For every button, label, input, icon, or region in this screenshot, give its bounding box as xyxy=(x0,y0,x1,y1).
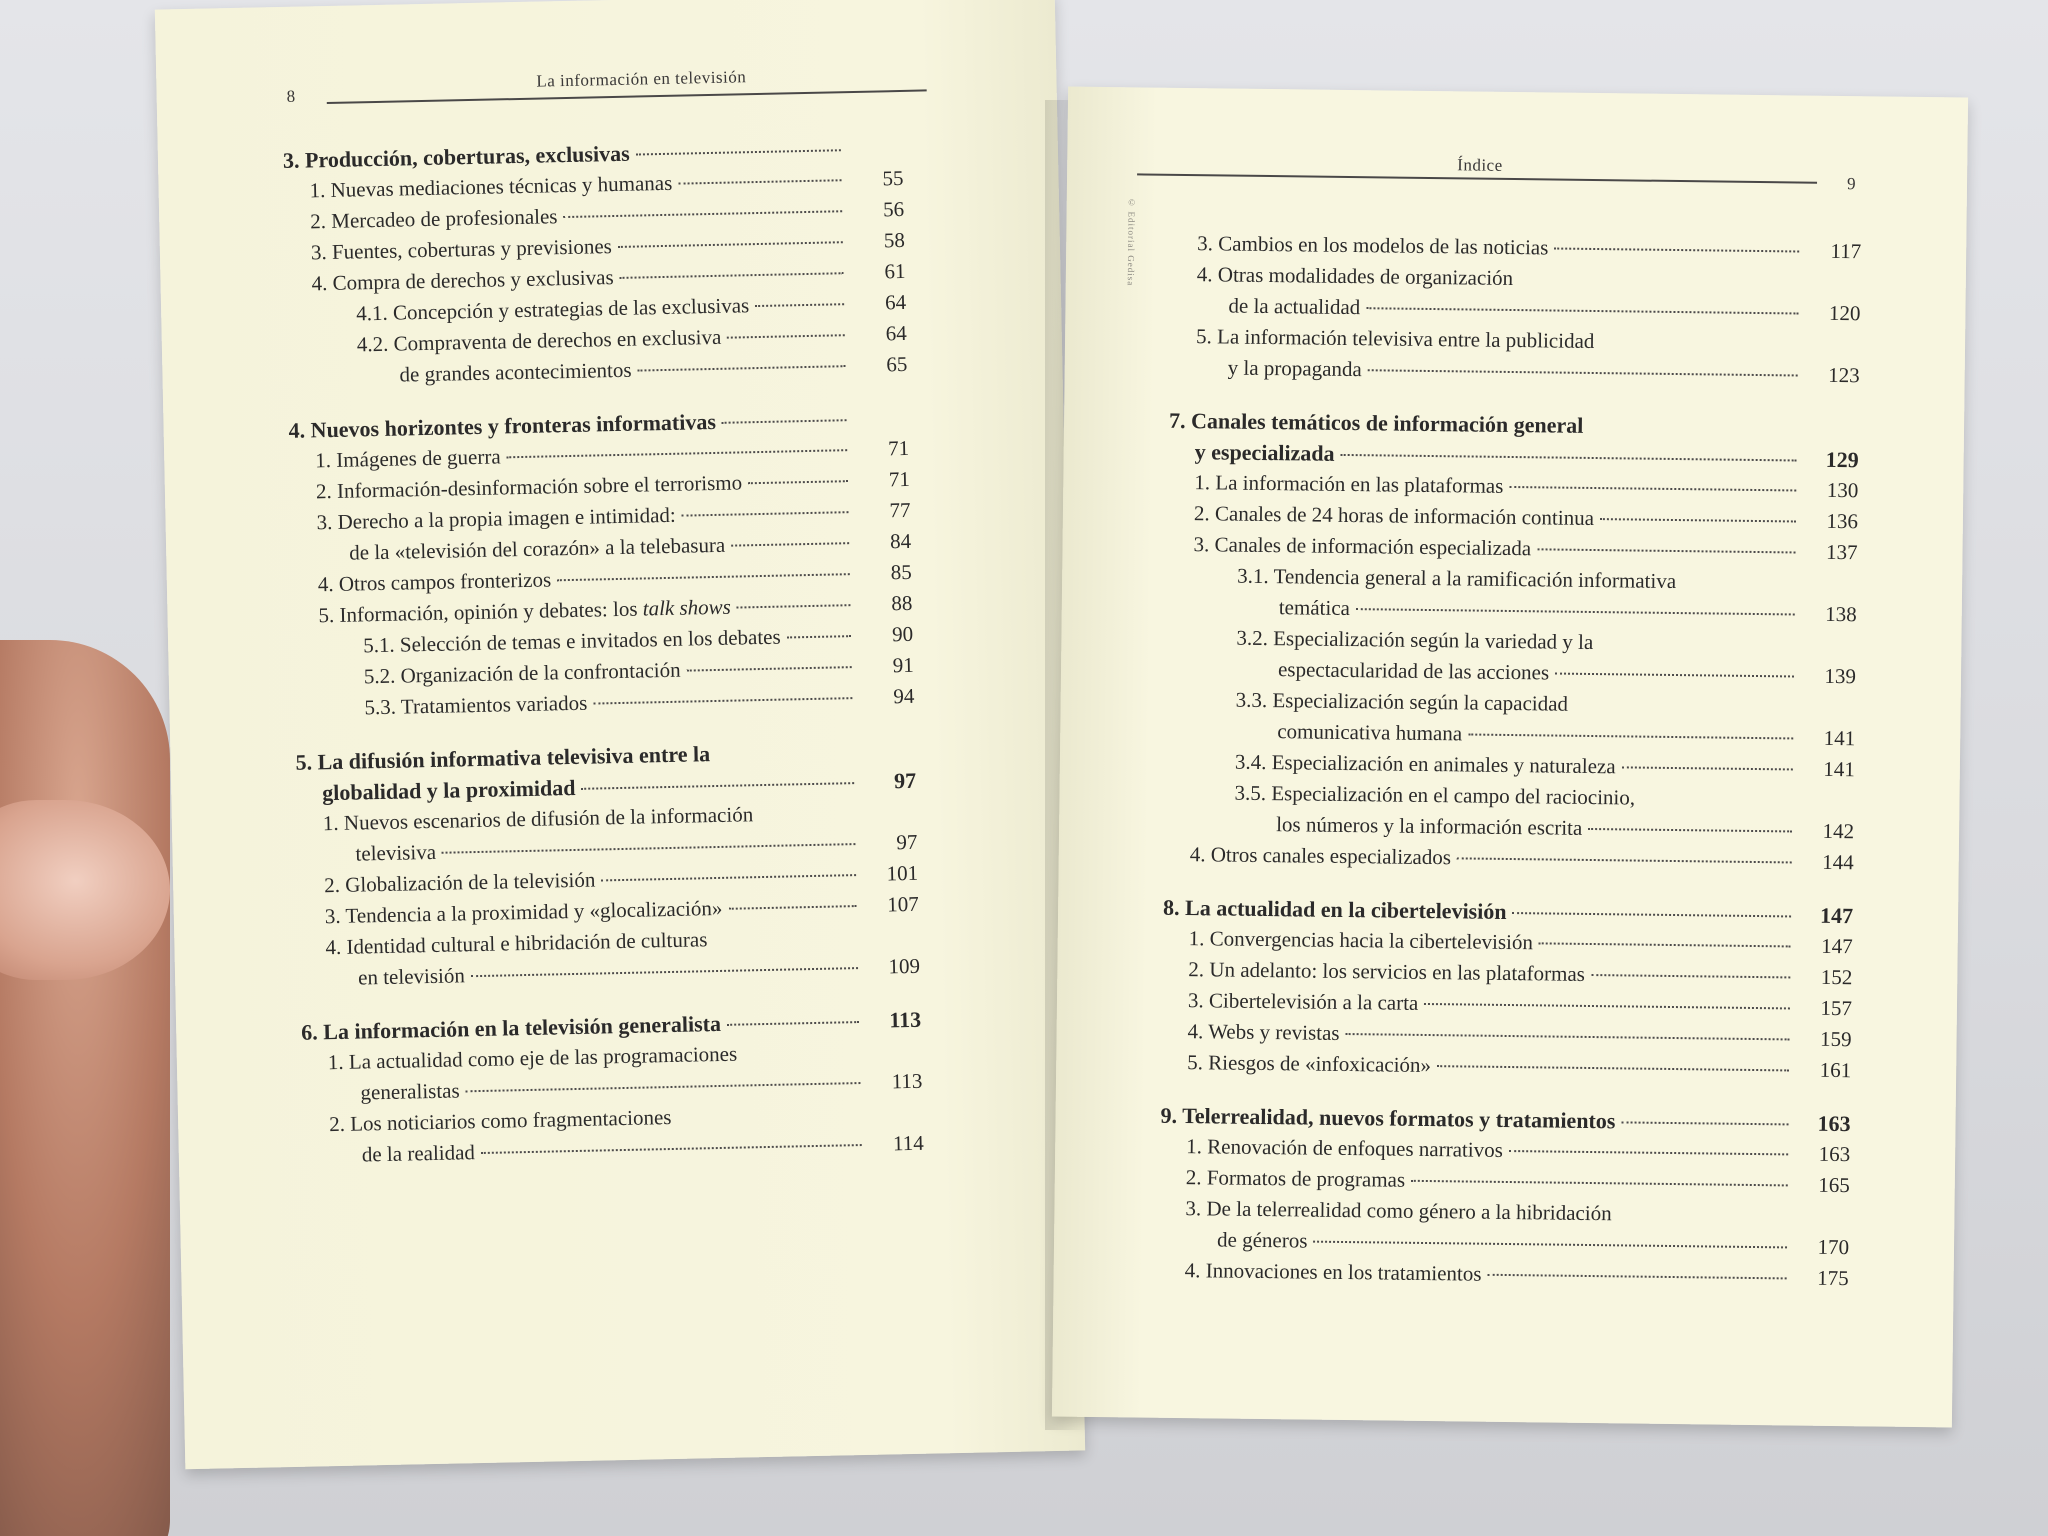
dot-leader xyxy=(507,449,848,458)
italic-term: talk shows xyxy=(642,594,732,621)
toc-page-number: 114 xyxy=(892,1130,924,1156)
toc-title-text: Telerrealidad, nuevos formatos y tratamientos xyxy=(1182,1103,1616,1134)
dot-leader xyxy=(638,365,846,371)
toc-title xyxy=(1188,985,1419,1019)
toc-number: 3. xyxy=(1187,988,1204,1013)
toc-title xyxy=(1228,291,1360,324)
holding-hand xyxy=(0,640,170,1536)
toc-title xyxy=(362,1137,476,1170)
left-toc xyxy=(283,132,924,1172)
dot-leader xyxy=(563,210,842,218)
toc-title xyxy=(1276,809,1583,844)
toc-number: 2. xyxy=(310,209,327,234)
toc-title-text: Tendencia a la proximidad y «glocalización» xyxy=(345,895,723,928)
toc-page-number: 71 xyxy=(887,435,910,461)
toc-number: 3.2. xyxy=(1236,625,1269,651)
toc-title-text: La información en las plataformas xyxy=(1215,470,1504,498)
right-toc xyxy=(1159,228,1862,1294)
toc-title xyxy=(1278,654,1549,688)
toc-title-text: Imágenes de guerra xyxy=(336,444,501,472)
dot-leader xyxy=(743,1053,860,1055)
dot-leader xyxy=(678,179,841,184)
toc-number: 4. xyxy=(311,271,328,296)
toc-number: 1. xyxy=(1194,470,1211,495)
toc-page-number: 120 xyxy=(1828,300,1861,326)
dot-leader xyxy=(442,843,855,854)
dot-leader xyxy=(1345,1033,1789,1040)
dot-leader xyxy=(1622,766,1793,770)
toc-title xyxy=(355,837,436,870)
toc-page-number: 56 xyxy=(882,196,905,222)
toc-title xyxy=(1187,1047,1431,1081)
dot-leader xyxy=(1588,828,1792,832)
toc-page-number: 64 xyxy=(884,289,907,315)
dot-leader xyxy=(601,874,856,881)
toc-title xyxy=(1228,353,1362,386)
toc-number: 1. xyxy=(1188,926,1205,951)
dot-leader xyxy=(687,666,852,671)
toc-number: 4. xyxy=(288,417,306,443)
toc-number: 3. xyxy=(316,509,333,535)
toc-number: 4. xyxy=(1189,842,1206,867)
toc-title xyxy=(360,1075,460,1108)
toc-title-text: Cambios en los modelos de las noticias xyxy=(1218,231,1549,260)
toc-page-number xyxy=(1805,289,1861,290)
dot-leader xyxy=(737,604,851,608)
dot-leader xyxy=(1513,912,1792,917)
dot-leader xyxy=(1621,1121,1788,1125)
toc-number: 5.2. xyxy=(363,663,396,689)
toc-number: 3. xyxy=(1197,231,1214,256)
dot-leader xyxy=(728,905,856,910)
toc-title xyxy=(1193,529,1531,564)
toc-title-text: Otros canales especializados xyxy=(1210,842,1452,870)
toc-title-text: Canales temáticos de información general xyxy=(1190,408,1584,438)
dot-leader xyxy=(1468,733,1793,739)
toc-title xyxy=(1187,1016,1339,1049)
toc-page-number: 165 xyxy=(1818,1172,1850,1198)
toc-number: 2. xyxy=(1193,501,1210,526)
dot-leader xyxy=(1356,608,1795,615)
dot-leader xyxy=(1600,518,1796,522)
toc-page-number xyxy=(847,155,903,156)
dot-leader xyxy=(731,542,849,546)
toc-number: 3. xyxy=(324,903,341,929)
toc-title-text: Información-desinformación sobre el terrorismo xyxy=(336,470,743,503)
toc-page-number: 91 xyxy=(892,652,914,678)
toc-page-number: 163 xyxy=(1818,1141,1851,1167)
toc-page-number: 147 xyxy=(1821,933,1853,959)
toc-number: 8. xyxy=(1162,894,1180,920)
toc-page-number xyxy=(1793,1222,1849,1223)
toc-title xyxy=(1197,259,1514,294)
toc-title-text: los números y la información escrita xyxy=(1276,812,1583,840)
dot-leader xyxy=(1437,1065,1789,1071)
toc-page-number xyxy=(1800,714,1856,715)
toc-title-text: Especialización en animales y naturaleza xyxy=(1271,750,1616,779)
toc-title-text: La actualidad como eje de las programaciones xyxy=(348,1041,738,1074)
toc-page-number: 85 xyxy=(890,559,913,585)
toc-title-text: y especializada xyxy=(1194,439,1335,466)
toc-page-number xyxy=(866,1057,922,1058)
toc-page-number: 129 xyxy=(1825,446,1859,473)
toc-number: 3. xyxy=(1193,532,1210,557)
left-page-number: 8 xyxy=(286,86,296,106)
toc-number: 2. xyxy=(1188,957,1205,982)
toc-title-text: Mercadeo de profesionales xyxy=(331,204,558,233)
toc-title-text: Otras modalidades de organización xyxy=(1217,262,1514,291)
toc-title-text: de grandes acontecimientos xyxy=(399,357,632,387)
toc-page-number: 109 xyxy=(888,953,921,979)
dot-leader xyxy=(1618,1215,1788,1217)
toc-number: 3. xyxy=(282,147,300,173)
toc-page-number: 141 xyxy=(1823,725,1856,751)
toc-title xyxy=(1235,747,1616,783)
toc-title xyxy=(1185,1255,1482,1290)
dot-leader xyxy=(1509,1150,1788,1155)
dot-leader xyxy=(466,1082,861,1092)
toc-title-text: Nuevas mediaciones técnicas y humanas xyxy=(330,170,673,202)
toc-title-text: Organización de la confrontación xyxy=(400,657,681,688)
toc-title-text: Webs y revistas xyxy=(1208,1019,1340,1045)
toc-page-number: 130 xyxy=(1826,477,1859,503)
toc-number: 7. xyxy=(1168,407,1186,434)
toc-page-number: 94 xyxy=(893,683,915,709)
dot-leader xyxy=(481,1144,862,1154)
toc-number: 1. xyxy=(315,447,332,473)
dot-leader xyxy=(1599,644,1794,646)
dot-leader xyxy=(636,149,841,155)
toc-title-text: Información, opinión y debates: los talk shows xyxy=(339,594,732,627)
toc-page-number: 138 xyxy=(1825,601,1857,627)
toc-title xyxy=(1236,623,1593,658)
toc-title-text: de la actualidad xyxy=(1228,293,1361,320)
toc-number: 3. xyxy=(310,240,327,265)
toc-number: 4. xyxy=(1187,1019,1204,1044)
toc-page-number: 90 xyxy=(891,621,914,647)
toc-page-number: 139 xyxy=(1824,663,1857,689)
toc-page-number: 113 xyxy=(891,1068,923,1094)
toc-number: 4. xyxy=(1184,1258,1201,1283)
toc-title xyxy=(1195,436,1335,469)
toc-title-text: Compra de derechos y exclusivas xyxy=(332,265,614,295)
toc-title-text: Producción, coberturas, exclusivas xyxy=(304,140,630,173)
toc-title-text: Tratamientos variados xyxy=(400,690,588,719)
toc-page-number xyxy=(1801,590,1857,591)
toc-number: 2. xyxy=(1185,1165,1202,1190)
toc-title xyxy=(1196,321,1595,357)
toc-number: 4. xyxy=(325,934,342,960)
toc-title xyxy=(1279,592,1350,624)
toc-title xyxy=(1277,716,1462,749)
dot-leader xyxy=(1368,369,1798,376)
toc-title-text: La información televisiva entre la publicidad xyxy=(1216,324,1595,353)
toc-title-text: Especialización en el campo del raciocinio, xyxy=(1271,781,1636,810)
toc-title-text: Los noticiarios como fragmentaciones xyxy=(349,1105,672,1136)
toc-title xyxy=(1163,892,1507,927)
dot-leader xyxy=(1574,706,1794,709)
toc-number: 2. xyxy=(315,478,332,504)
toc-page-number: 161 xyxy=(1819,1057,1852,1083)
toc-number: 2. xyxy=(323,872,341,898)
dot-leader xyxy=(1488,1274,1787,1280)
toc-title xyxy=(358,960,465,993)
toc-page-number: 142 xyxy=(1822,818,1855,844)
toc-number: 5.1. xyxy=(362,632,395,658)
left-running-head: La información en televisión xyxy=(536,67,747,91)
toc-title xyxy=(1235,685,1568,720)
toc-page-number: 170 xyxy=(1817,1234,1850,1260)
toc-page-number: 58 xyxy=(883,227,906,253)
dot-leader xyxy=(748,480,848,484)
toc-title-text: televisiva xyxy=(355,839,437,866)
toc-page-number: 61 xyxy=(884,258,906,284)
right-page xyxy=(1052,87,1968,1428)
toc-title-text: Canales de información especializada xyxy=(1214,532,1532,561)
toc-page-number: 117 xyxy=(1830,238,1862,264)
toc-title-text: Canales de 24 horas de información continua xyxy=(1214,501,1595,531)
toc-title xyxy=(1194,467,1503,502)
toc-number: 3.4. xyxy=(1234,749,1267,775)
toc-title-text: La información en la televisión generalista xyxy=(322,1010,722,1045)
toc-page-number: 141 xyxy=(1823,756,1856,782)
toc-title-text: Derecho a la propia imagen e intimidad: xyxy=(337,502,676,534)
dot-leader xyxy=(1555,673,1794,678)
toc-page-number: 137 xyxy=(1825,539,1858,565)
dot-leader xyxy=(471,967,858,977)
toc-page-number: 163 xyxy=(1817,1110,1851,1137)
toc-page-number: 101 xyxy=(886,860,919,886)
toc-title-text: Tendencia general a la ramificación informativa xyxy=(1273,564,1677,594)
toc-number: 4. xyxy=(1196,262,1213,287)
toc-title-text: de la realidad xyxy=(361,1140,476,1167)
toc-number: 6. xyxy=(300,1019,319,1045)
toc-title xyxy=(399,355,632,391)
toc-page-number: 84 xyxy=(889,528,912,554)
dot-leader xyxy=(713,938,857,941)
dot-leader xyxy=(581,782,854,790)
toc-page-number xyxy=(1804,351,1860,352)
toc-page-number: 152 xyxy=(1820,964,1853,990)
toc-number: 5.3. xyxy=(364,694,397,720)
toc-title-text: de géneros xyxy=(1216,1227,1308,1253)
toc-number: 4. xyxy=(317,571,334,597)
toc-title-text: Riesgos de «infoxicación» xyxy=(1208,1050,1432,1078)
toc-title-text: Especialización según la variedad y la xyxy=(1273,626,1594,655)
dot-leader xyxy=(1341,454,1797,462)
toc-title-text: Globalización de la televisión xyxy=(344,867,596,897)
toc-page-number: 175 xyxy=(1817,1265,1849,1291)
toc-page-number xyxy=(861,818,917,819)
dot-leader xyxy=(1537,548,1795,553)
toc-number: 5. xyxy=(1195,324,1213,349)
toc-title xyxy=(1169,405,1584,441)
dot-leader xyxy=(1682,583,1795,584)
toc-number: 2. xyxy=(328,1111,346,1137)
toc-page-number xyxy=(853,425,909,426)
dot-leader xyxy=(1366,307,1798,314)
toc-page-number xyxy=(867,1119,923,1120)
right-page-number: 9 xyxy=(1846,174,1857,194)
toc-number: 3. xyxy=(1185,1196,1202,1221)
toc-title-text: de la «televisión del corazón» a la telebasura xyxy=(348,532,726,565)
toc-title-text: espectacularidad de las acciones xyxy=(1277,657,1550,685)
toc-page-number: 159 xyxy=(1819,1026,1852,1052)
toc-title-text: Identidad cultural e hibridación de culturas xyxy=(346,927,708,959)
dot-leader xyxy=(727,1021,859,1026)
toc-title xyxy=(1197,228,1548,263)
toc-page-number: 65 xyxy=(886,351,908,377)
toc-title-text: en televisión xyxy=(357,963,466,990)
toc-title-text: Otros campos fronterizos xyxy=(338,567,552,596)
toc-title-text: comunicativa humana xyxy=(1277,719,1463,746)
toc-title-text: Nuevos horizontes y fronteras informativas xyxy=(310,408,717,443)
toc-title-text: De la telerrealidad como género a la hibridación xyxy=(1206,1196,1612,1226)
toc-number: 3.1. xyxy=(1237,563,1269,589)
toc-number: 3.3. xyxy=(1235,687,1268,713)
toc-page-number xyxy=(1800,652,1856,653)
dot-leader xyxy=(1519,280,1799,283)
toc-page-number: 97 xyxy=(896,829,918,855)
toc-number: 4.1. xyxy=(355,300,388,326)
toc-page-number: 157 xyxy=(1820,995,1853,1021)
toc-title xyxy=(1186,1162,1406,1196)
left-head-rule xyxy=(327,89,927,104)
toc-number: 1. xyxy=(327,1049,344,1075)
toc-page-number: 147 xyxy=(1819,902,1854,929)
toc-title-text: Selección de temas e invitados en los debates xyxy=(399,624,781,657)
dot-leader xyxy=(677,1115,861,1119)
toc-title xyxy=(1190,839,1452,873)
toc-title-text: Formatos de programas xyxy=(1206,1165,1406,1192)
toc-title xyxy=(1188,954,1585,990)
toc-title xyxy=(315,441,501,476)
toc-number: 5. xyxy=(318,602,335,628)
toc-number: 5. xyxy=(1187,1050,1204,1075)
toc-title-text: Nuevos escenarios de difusión de la información xyxy=(343,802,754,835)
toc-title xyxy=(310,201,558,237)
toc-title-text: Convergencias hacia la cibertelevisión xyxy=(1209,926,1534,955)
toc-page-number: 71 xyxy=(888,466,911,492)
toc-title-text: Concepción y estrategias de las exclusivas xyxy=(392,293,750,325)
right-running-head: Índice xyxy=(1457,155,1503,175)
dot-leader xyxy=(620,272,844,279)
toc-title xyxy=(1185,1193,1612,1229)
toc-title-text: generalistas xyxy=(360,1078,460,1105)
dot-leader xyxy=(787,635,851,638)
toc-title-text: Cibertelevisión a la carta xyxy=(1208,988,1419,1015)
dot-leader xyxy=(1424,1003,1790,1009)
toc-number: 4.2. xyxy=(356,331,389,357)
publisher-mark-right: © Editorial Gedisa xyxy=(1125,197,1137,287)
dot-leader xyxy=(593,697,852,704)
toc-title xyxy=(1234,778,1635,814)
dot-leader xyxy=(1539,942,1791,947)
toc-number: 1. xyxy=(1186,1134,1203,1159)
dot-leader xyxy=(722,419,847,424)
toc-page-number xyxy=(864,942,920,943)
dot-leader xyxy=(1554,248,1799,253)
dot-leader xyxy=(755,303,844,307)
toc-page-number: 123 xyxy=(1828,362,1860,388)
toc-title xyxy=(1189,923,1534,958)
toc-title-text: La difusión informativa televisiva entre la xyxy=(317,741,711,775)
toc-page-number: 64 xyxy=(885,320,907,346)
toc-page-number xyxy=(1798,807,1854,808)
dot-leader xyxy=(682,511,849,516)
toc-title-text: temática xyxy=(1278,595,1351,621)
toc-number: 5. xyxy=(295,749,313,775)
dot-leader xyxy=(557,573,850,581)
toc-page-number: 107 xyxy=(886,891,919,917)
toc-number: 3.5. xyxy=(1234,780,1267,806)
dot-leader xyxy=(1509,486,1796,492)
toc-title-text: La actualidad en la cibertelevisión xyxy=(1184,895,1507,924)
toc-title xyxy=(1217,1224,1308,1256)
toc-title-text: Innovaciones en los tratamientos xyxy=(1205,1258,1482,1286)
toc-page-number: 77 xyxy=(889,497,911,523)
toc-page-number: 136 xyxy=(1826,508,1859,534)
toc-title-text: Compraventa de derechos en exclusiva xyxy=(393,324,722,356)
dot-leader xyxy=(1313,1241,1787,1249)
dot-leader xyxy=(1641,800,1792,802)
toc-title-text: y la propaganda xyxy=(1227,355,1362,382)
toc-title-text: Un adelanto: los servicios en las plataformas xyxy=(1209,957,1586,986)
dot-leader xyxy=(1600,343,1798,345)
dot-leader xyxy=(618,241,843,248)
toc-title xyxy=(1194,498,1594,534)
toc-number: 9. xyxy=(1160,1102,1178,1128)
toc-page-number: 113 xyxy=(889,1006,922,1033)
toc-page-number: 97 xyxy=(893,767,917,794)
dot-leader xyxy=(727,334,845,338)
toc-page-number: 55 xyxy=(882,165,904,191)
toc-title xyxy=(318,564,552,600)
toc-title-text: Fuentes, coberturas y previsiones xyxy=(331,234,613,264)
dot-leader xyxy=(759,814,855,816)
toc-title xyxy=(364,688,587,724)
toc-title-text: Renovación de enfoques narrativos xyxy=(1207,1134,1504,1162)
dot-leader xyxy=(1411,1180,1788,1187)
toc-title-text: globalidad y la proximidad xyxy=(321,774,576,806)
toc-number: 1. xyxy=(309,178,326,203)
dot-leader xyxy=(1457,857,1792,863)
left-page xyxy=(155,0,1085,1469)
dot-leader xyxy=(1591,974,1790,978)
toc-title xyxy=(1186,1131,1503,1166)
toc-page-number: 88 xyxy=(891,590,913,616)
toc-number: 1. xyxy=(322,810,339,836)
toc-title xyxy=(364,655,681,693)
toc-title-text: Especialización según la capacidad xyxy=(1272,688,1569,716)
toc-page-number: 144 xyxy=(1822,849,1854,875)
